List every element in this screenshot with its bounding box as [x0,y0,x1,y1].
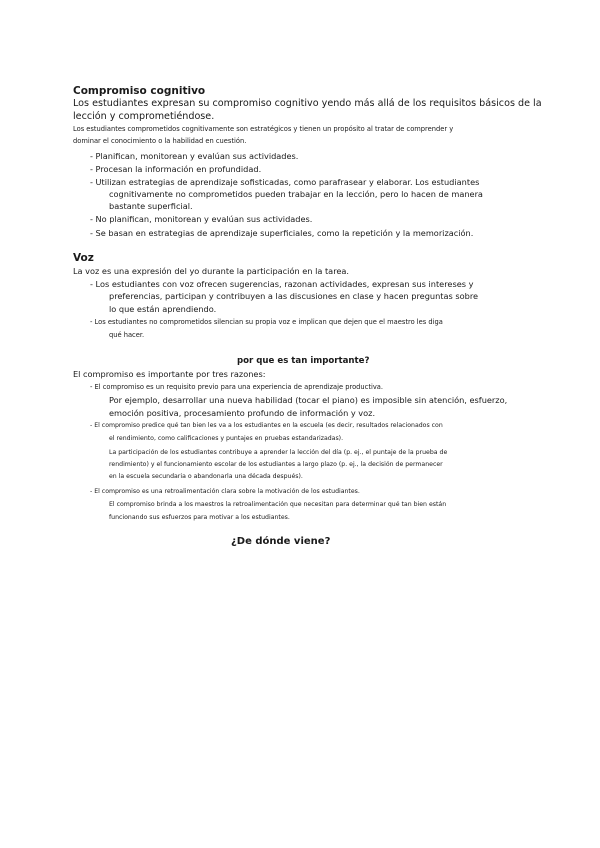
list-item-continuation: emoción positiva, procesamiento profundo de información y voz. [109,408,376,418]
list-item-continuation: en la escuela secundaria o abandonarla una década después). [109,473,303,480]
list-item: - Los estudiantes con voz ofrecen sugerencias, razonan actividades, expresan sus intereses y [90,279,474,289]
paragraph-line: lección y comprometiéndose. [73,111,215,122]
list-item: - El compromiso predice qué tan bien les va a los estudiantes en la escuela (es decir, resultados relacionados con [90,422,443,429]
list-item-continuation: bastante superficial. [109,201,193,211]
section-heading-voz: Voz [73,252,94,264]
paragraph-line: La voz es una expresión del yo durante la participación en la tarea. [73,266,350,276]
list-item: - El compromiso es una retroalimentación clara sobre la motivación de los estudiantes. [90,488,360,495]
list-item: - Los estudiantes no comprometidos silencian su propia voz e implican que dejen que el maestro les diga [90,318,443,326]
list-item-continuation: qué hacer. [109,331,145,339]
list-item: - Procesan la información en profundidad. [90,164,262,174]
section-heading-importante: por que es tan importante? [237,356,370,366]
list-item: - Se basan en estrategias de aprendizaje superficiales, como la repetición y la memorización. [90,228,474,238]
list-item: - El compromiso es un requisito previo para una experiencia de aprendizaje productiva. [90,383,384,391]
section-heading-compromiso: Compromiso cognitivo [73,85,206,97]
list-item-continuation: funcionando sus esfuerzos para motivar a los estudiantes. [109,514,290,521]
paragraph-line: Los estudiantes expresan su compromiso cognitivo yendo más allá de los requisitos básicos de la [73,98,542,109]
section-heading-origen: ¿De dónde viene? [231,536,331,547]
list-item-continuation: rendimiento) y el funcionamiento escolar de los estudiantes a largo plazo (p. ej., la decisión de permanecer [109,461,443,468]
paragraph-line: dominar el conocimiento o la habilidad en cuestión. [73,137,247,145]
list-item-continuation: El compromiso brinda a los maestros la retroalimentación que necesitan para determinar qué tan bien están [109,501,447,508]
list-item: - Utilizan estrategias de aprendizaje sofisticadas, como parafrasear y elaborar. Los estudiantes [90,177,480,187]
list-item-continuation: Por ejemplo, desarrollar una nueva habilidad (tocar el piano) es imposible sin atención, esfuerzo, [109,395,508,405]
list-item: - No planifican, monitorean y evalúan sus actividades. [90,214,313,224]
list-item-continuation: el rendimiento, como calificaciones y puntajes en pruebas estandarizadas). [109,435,344,442]
paragraph-line: Los estudiantes comprometidos cognitivamente son estratégicos y tienen un propósito al tratar de comprender y [73,125,454,133]
list-item-continuation: La participación de los estudiantes contribuye a aprender la lección del día (p. ej., el puntaje de la prueba de [109,449,448,456]
list-item: - Planifican, monitorean y evalúan sus actividades. [90,151,299,161]
list-item-continuation: preferencias, participan y contribuyen a las discusiones en clase y hacen preguntas sobre [109,291,479,301]
list-item-continuation: cognitivamente no comprometidos pueden trabajar en la lección, pero lo hacen de manera [109,189,483,199]
list-item-continuation: lo que están aprendiendo. [109,304,217,314]
paragraph-line: El compromiso es importante por tres razones: [73,369,266,379]
